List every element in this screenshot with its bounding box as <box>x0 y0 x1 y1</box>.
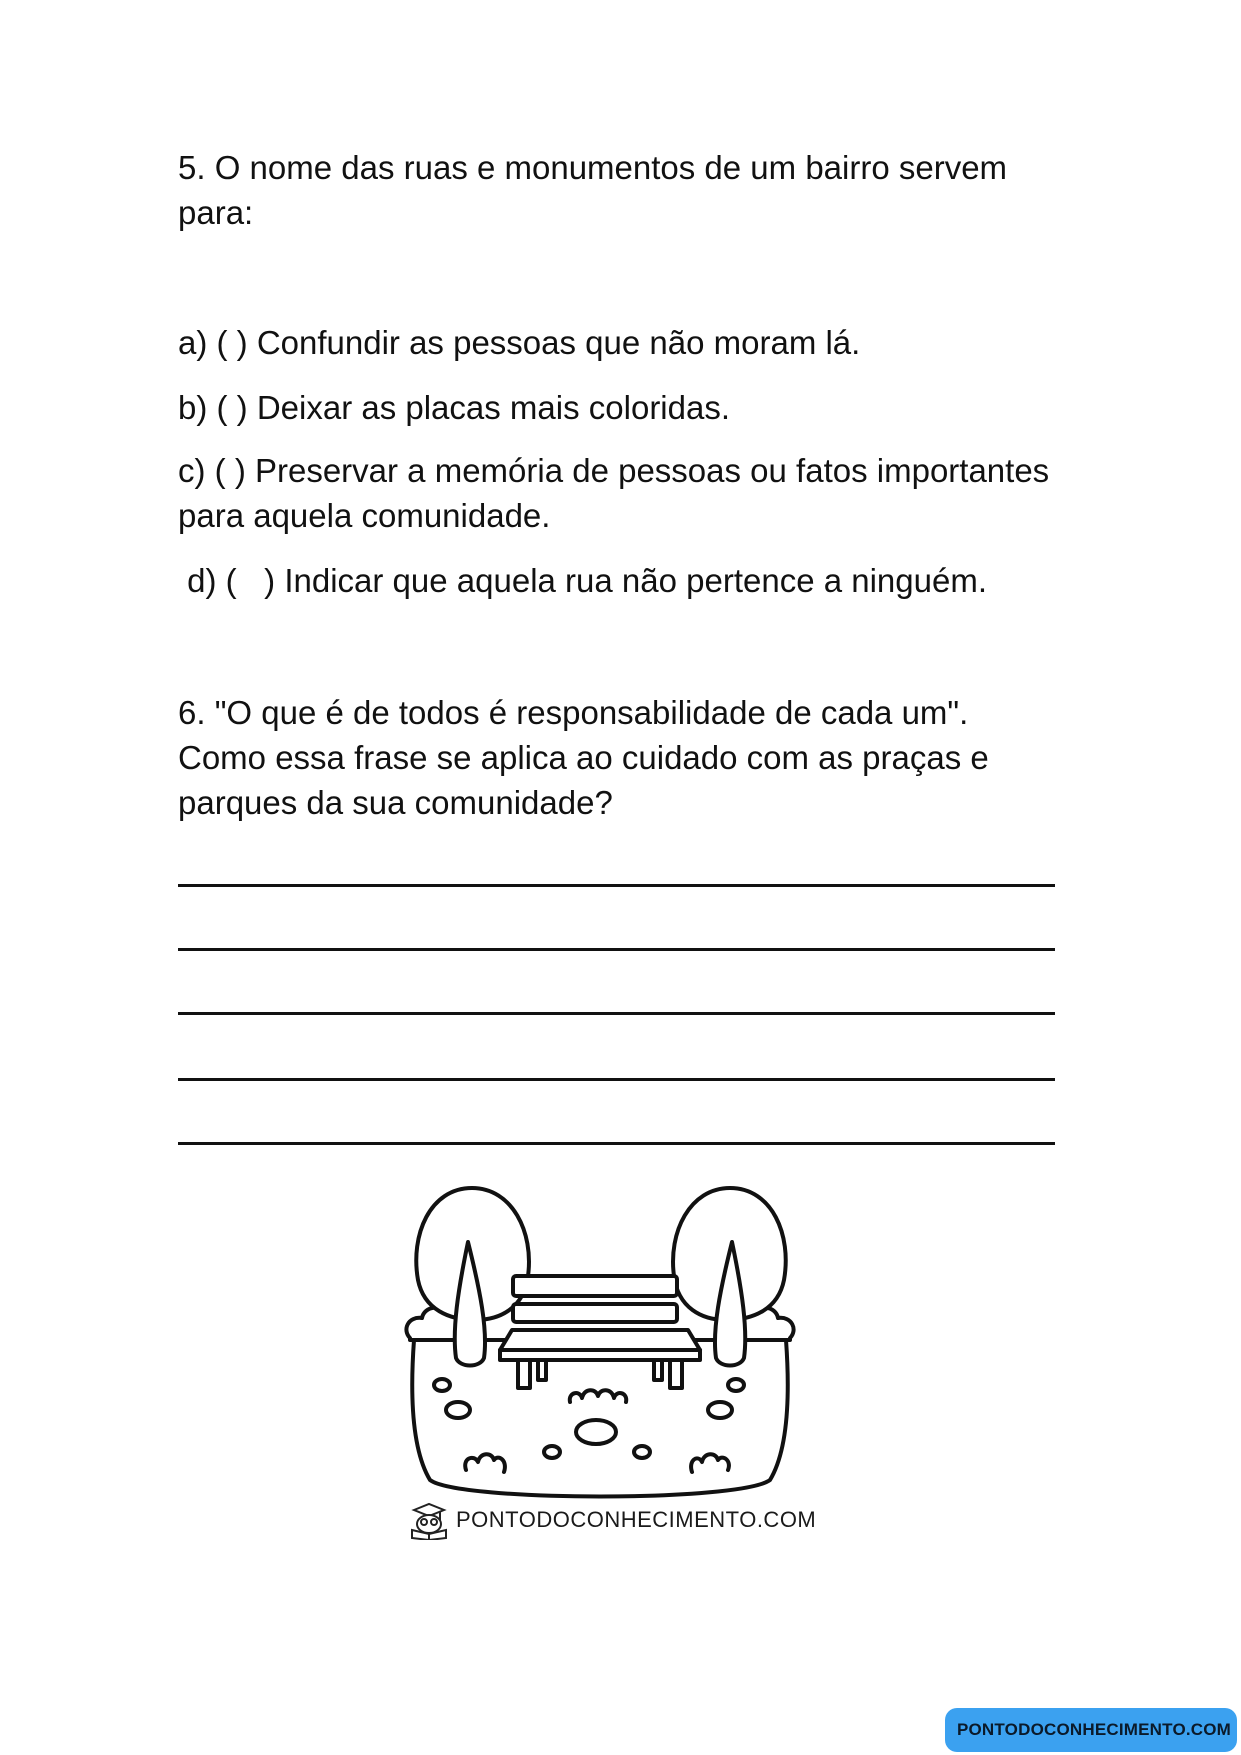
badge-text: PONTODOCONHECIMENTO.COM <box>956 1720 1232 1739</box>
question-5-option-d: d) ( ) Indicar que aquela rua não pertence a ninguém. <box>178 562 987 599</box>
question-5-option-c: c) ( ) Preservar a memória de pessoas ou fatos importantes para aquela comunidade. <box>178 452 1050 534</box>
park-bench-illustration <box>400 1180 800 1510</box>
reading-owl-logo-icon <box>408 1500 450 1540</box>
answer-line[interactable] <box>178 948 1055 951</box>
question-6-text: 6. "O que é de todos é responsabilidade de cada um". Como essa frase se aplica ao cuidado com as praças e parques da sua comunidade? <box>178 694 989 821</box>
site-watermark <box>408 1500 816 1540</box>
footer-site-badge[interactable] <box>945 1708 1237 1752</box>
question-5-option-a: a) ( ) Confundir as pessoas que não moram lá. <box>178 324 861 361</box>
answer-line[interactable] <box>178 1078 1055 1081</box>
answer-line[interactable] <box>178 1142 1055 1145</box>
question-5-option-b: b) ( ) Deixar as placas mais coloridas. <box>178 389 731 426</box>
answer-line[interactable] <box>178 884 1055 887</box>
question-5-text: 5. O nome das ruas e monumentos de um bairro servem para: <box>178 149 1008 231</box>
watermark-text: PONTODOCONHECIMENTO.COM <box>456 1507 817 1532</box>
answer-line[interactable] <box>178 1012 1055 1015</box>
